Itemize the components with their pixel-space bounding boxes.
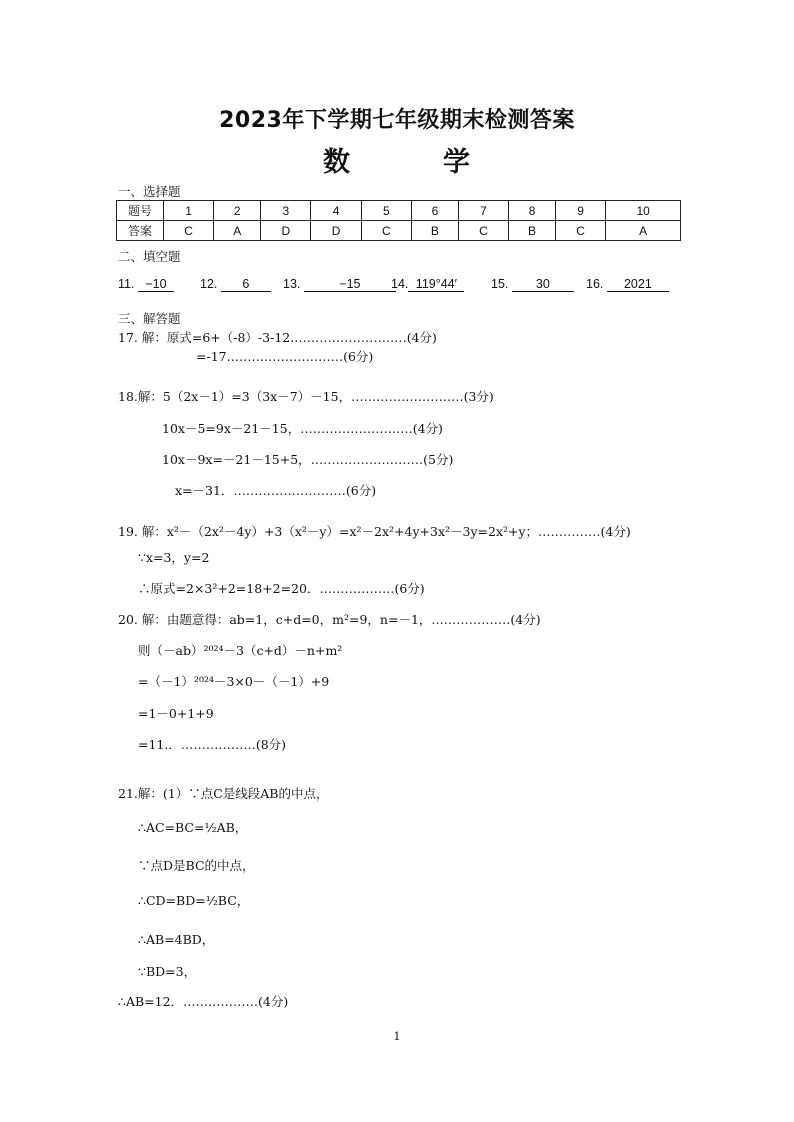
q18-line-2: 10x－5=9x－21－15，………………………(4分) xyxy=(162,421,443,436)
q21-line-3: ∵点D是BC的中点， xyxy=(138,858,255,873)
table-cell: D xyxy=(311,221,361,241)
table-cell: A xyxy=(606,221,681,241)
q20-line-5: =11.．………………(8分) xyxy=(138,737,287,752)
fill-item-12: 12. 6 xyxy=(200,277,271,292)
q17-line-2: =-17.………………………(6分) xyxy=(196,349,374,364)
table-cell: B xyxy=(411,221,458,241)
q21-line-4: ∴CD=BD=½BC， xyxy=(138,893,250,908)
q20-line-1: 20. 解：由题意得：ab=1，c+d=0，m²=9，n=－1，.………………(4分) xyxy=(118,612,541,627)
table-cell: C xyxy=(555,221,605,241)
q18-line-3: 10x－9x=－21－15+5，………………………(5分) xyxy=(162,452,454,467)
fill-item-13: 13. −15 xyxy=(283,277,396,292)
q18-line-4: x=－31．………………………(6分) xyxy=(175,483,377,498)
table-cell: C xyxy=(458,221,508,241)
subject-char-2: 学 xyxy=(443,147,470,178)
table-cell: 7 xyxy=(458,201,508,221)
table-cell: 5 xyxy=(361,201,411,221)
q19-line-2: ∵x=3，y=2 xyxy=(138,550,210,565)
fill-answer: 30 xyxy=(512,277,574,292)
section-solve-heading: 三、解答题 xyxy=(118,311,181,326)
table-cell: 6 xyxy=(411,201,458,221)
choice-answer-table xyxy=(116,200,681,241)
q21-line-5: ∴AB=4BD， xyxy=(138,932,215,947)
subject-char-1: 数 xyxy=(323,147,350,178)
table-header-answer: 答案 xyxy=(117,221,164,241)
section-choice-heading: 一、选择题 xyxy=(118,184,181,199)
table-cell: 1 xyxy=(164,201,214,221)
page-number: 1 xyxy=(393,1030,401,1043)
q20-line-2: 则（－ab）²⁰²⁴－3（c+d）－n+m² xyxy=(138,643,343,658)
fill-answer: −10 xyxy=(138,277,174,292)
q20-line-4: =1－0+1+9 xyxy=(138,706,214,721)
fill-item-15: 15. 30 xyxy=(491,277,574,292)
table-row-questions xyxy=(117,201,681,221)
table-cell: A xyxy=(214,221,261,241)
table-cell: 3 xyxy=(261,201,311,221)
fill-item-11: 11. −10 xyxy=(118,277,174,292)
table-cell: 4 xyxy=(311,201,361,221)
table-cell: 9 xyxy=(555,201,605,221)
q17-line-1: 17. 解：原式=6+（-8）-3-12.………………………(4分) xyxy=(118,330,437,345)
q21-line-6: ∵BD=3， xyxy=(138,964,197,979)
q20-line-3: =（－1）²⁰²⁴－3×0－（－1）+9 xyxy=(138,674,330,689)
table-row-answers xyxy=(117,221,681,241)
fill-answer: 119°44′ xyxy=(408,277,464,292)
fill-item-16: 16. 2021 xyxy=(586,277,669,292)
table-cell: D xyxy=(261,221,311,241)
q18-line-1: 18.解：5（2x－1）=3（3x－7）－15，………………………(3分) xyxy=(118,389,494,404)
table-cell: C xyxy=(164,221,214,241)
fill-answer: 6 xyxy=(221,277,271,292)
section-fill-heading: 二、填空题 xyxy=(118,249,181,264)
table-header-question: 题号 xyxy=(117,201,164,221)
q19-line-1: 19. 解：x²－（2x²－4y）+3（x²－y）=x²－2x²+4y+3x²－3y=2x²+y；……………(4分) xyxy=(118,524,631,539)
table-cell: C xyxy=(361,221,411,241)
page-title: 2023年下学期七年级期末检测答案 xyxy=(219,108,575,133)
q21-line-1: 21.解：(1）∵点C是线段AB的中点， xyxy=(118,786,329,801)
table-cell: 10 xyxy=(606,201,681,221)
table-cell: 8 xyxy=(509,201,556,221)
fill-item-14: 14. 119°44′ xyxy=(391,277,464,292)
table-cell: B xyxy=(509,221,556,241)
table-cell: 2 xyxy=(214,201,261,221)
q19-line-3: ∴原式=2×3²+2=18+2=20．………………(6分) xyxy=(138,581,425,596)
q21-line-2: ∴AC=BC=½AB， xyxy=(138,820,248,835)
fill-answer: 2021 xyxy=(607,277,669,292)
q21-line-7: ∴AB=12．………………(4分) xyxy=(118,994,289,1009)
fill-answer: −15 xyxy=(304,277,396,292)
